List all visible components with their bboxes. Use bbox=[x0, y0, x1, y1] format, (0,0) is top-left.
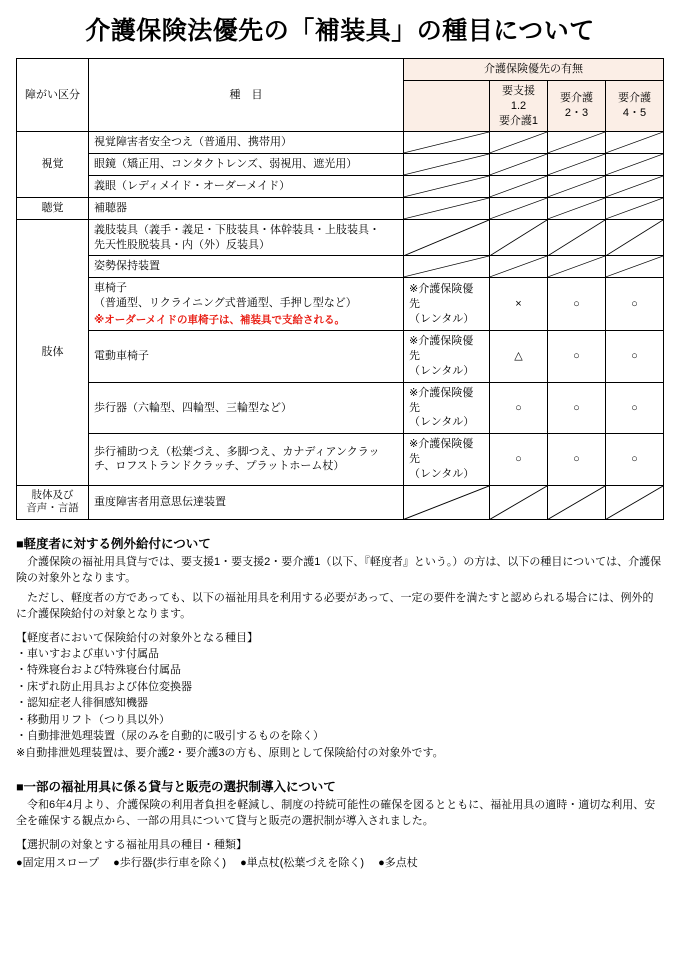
insurance-line1: ※介護保険優先 bbox=[409, 335, 474, 362]
item-name bbox=[89, 434, 404, 486]
level-2-cell: ○ bbox=[548, 331, 606, 383]
level-2-cell: ○ bbox=[548, 278, 606, 331]
header-level-3-line1: 要介護 bbox=[618, 92, 651, 105]
list-item-footnote: ※自動排泄処理装置は、要介護2・要介護3の方も、原則として保険給付の対象外です。 bbox=[16, 746, 444, 759]
table-row bbox=[17, 132, 664, 154]
header-level-2-line2: 2・3 bbox=[564, 107, 589, 120]
category-cell-limbs-voice bbox=[17, 485, 89, 519]
header-level-1-line3: 要介護1 bbox=[498, 114, 539, 127]
item-line2: 先天性股脱装具・内（外）反装具） bbox=[94, 238, 270, 251]
header-insurance: 介護保険優先の有無 bbox=[404, 59, 664, 81]
level-2-cell bbox=[548, 197, 606, 219]
insurance-cell bbox=[404, 197, 490, 219]
category-cell-limbs: 肢体 bbox=[17, 219, 89, 485]
choice-item: ●歩行器(歩行車を除く) bbox=[113, 857, 227, 870]
insurance-cell bbox=[404, 176, 490, 198]
list-item: ・特殊寝台および特殊寝台付属品 bbox=[16, 664, 181, 677]
list-item: ・認知症老人徘徊感知機器 bbox=[16, 697, 148, 710]
level-3-cell: ○ bbox=[606, 331, 664, 383]
table-row bbox=[17, 434, 664, 486]
level-3-cell bbox=[606, 485, 664, 519]
item-name: 姿勢保持装置 bbox=[89, 256, 404, 278]
header-item: 種 目 bbox=[89, 59, 404, 132]
section2-paragraph-1: 令和6年4月より、介護保険の利用者負担を軽減し、制度の持続可能性の確保を図るとともに、福祉用具の適時・適切な利用、安全を確保する観点から、一部の用具について貸与と販売の選択制が導入されました。 bbox=[16, 799, 656, 828]
section1-paragraph-1: 介護保険の福祉用具貸与では、要支援1・要支援2・要介護1（以下、『軽度者』という。）の方は、以下の種目については、介護保険の対象外となります。 bbox=[16, 556, 662, 584]
level-1-cell: △ bbox=[490, 331, 548, 383]
insurance-cell bbox=[404, 154, 490, 176]
level-3-cell bbox=[606, 132, 664, 154]
table-row bbox=[17, 278, 664, 331]
list-item: ・床ずれ防止用具および体位変換器 bbox=[16, 680, 192, 693]
level-2-cell bbox=[548, 132, 606, 154]
page-title: 介護保険法優先の「補装具」の種目について bbox=[85, 17, 595, 45]
header-level-1 bbox=[490, 80, 548, 132]
insurance-line1: ※介護保険優先 bbox=[409, 438, 474, 466]
item-line1: 歩行補助つえ（松葉づえ、多脚つえ、カナディアンクラッ bbox=[94, 445, 380, 458]
table-row bbox=[17, 382, 664, 434]
item-name: 歩行器（六輪型、四輪型、三輪型など） bbox=[89, 382, 404, 434]
table-row bbox=[17, 154, 664, 176]
item-name bbox=[89, 278, 404, 331]
level-3-cell bbox=[606, 197, 664, 219]
insurance-cell bbox=[404, 278, 490, 331]
header-level-2-line1: 要介護 bbox=[560, 92, 593, 105]
level-1-cell bbox=[490, 197, 548, 219]
level-3-cell bbox=[606, 176, 664, 198]
header-level-1-line2: 1.2 bbox=[510, 99, 527, 112]
section1-subheading: 【軽度者において保険給付の対象外となる種目】 bbox=[16, 631, 258, 644]
level-2-cell: ○ bbox=[548, 382, 606, 434]
list-item: ・車いすおよび車いす付属品 bbox=[16, 647, 159, 660]
section2-choice-list bbox=[16, 854, 664, 870]
insurance-cell bbox=[404, 485, 490, 519]
header-level-1-line1: 要支援 bbox=[502, 84, 535, 97]
item-line1: 車椅子 bbox=[94, 282, 127, 295]
level-3-cell bbox=[606, 256, 664, 278]
choice-item: ●多点杖 bbox=[378, 857, 418, 870]
level-3-cell bbox=[606, 154, 664, 176]
insurance-cell bbox=[404, 132, 490, 154]
level-1-cell: × bbox=[490, 278, 548, 331]
insurance-line1: ※介護保険優先 bbox=[409, 386, 474, 414]
level-2-cell bbox=[548, 256, 606, 278]
level-3-cell: ○ bbox=[606, 434, 664, 486]
assistive-devices-table bbox=[16, 58, 664, 520]
header-category: 障がい区分 bbox=[17, 59, 89, 132]
insurance-line2: （レンタル） bbox=[409, 312, 475, 325]
insurance-line2: （レンタル） bbox=[409, 416, 475, 429]
item-name: 電動車椅子 bbox=[89, 331, 404, 383]
category-cell-hearing: 聴覚 bbox=[17, 197, 89, 219]
section-rental-sale-choice bbox=[16, 777, 664, 870]
category-line1: 肢体及び bbox=[31, 488, 74, 501]
level-1-cell bbox=[490, 154, 548, 176]
level-2-cell bbox=[548, 219, 606, 256]
item-name: 視覚障害者安全つえ（普通用、携帯用） bbox=[89, 132, 404, 154]
level-2-cell bbox=[548, 485, 606, 519]
section1-paragraph-2: ただし、軽度者の方であっても、以下の福祉用具を利用する必要があって、一定の要件を満たすと認められる場合には、例外的に介護保険給付の対象となります。 bbox=[16, 591, 654, 620]
insurance-line2: （レンタル） bbox=[409, 364, 475, 377]
level-1-cell bbox=[490, 176, 548, 198]
table-row bbox=[17, 176, 664, 198]
level-3-cell bbox=[606, 219, 664, 256]
category-cell-vision: 視覚 bbox=[17, 132, 89, 198]
item-name: 補聴器 bbox=[89, 197, 404, 219]
item-name: 重度障害者用意思伝達装置 bbox=[89, 485, 404, 519]
level-1-cell bbox=[490, 485, 548, 519]
level-2-cell: ○ bbox=[548, 434, 606, 486]
table-row bbox=[17, 256, 664, 278]
item-name: 義眼（レディメイド・オーダーメイド） bbox=[89, 176, 404, 198]
table-row bbox=[17, 197, 664, 219]
level-1-cell bbox=[490, 219, 548, 256]
header-level-3-line2: 4・5 bbox=[622, 107, 647, 120]
item-line2: チ、ロフストランドクラッチ、プラットホーム杖） bbox=[94, 460, 345, 473]
level-3-cell: ○ bbox=[606, 278, 664, 331]
section2-heading: ■一部の福祉用具に係る貸与と販売の選択制導入について bbox=[16, 780, 336, 795]
level-1-cell bbox=[490, 132, 548, 154]
section1-item-list bbox=[16, 646, 664, 762]
item-name: 眼鏡（矯正用、コンタクトレンズ、弱視用、遮光用） bbox=[89, 154, 404, 176]
item-line1: 義肢装具（義手・義足・下肢装具・体幹装具・上肢装具・ bbox=[94, 223, 380, 236]
table-row bbox=[17, 219, 664, 256]
level-2-cell bbox=[548, 154, 606, 176]
section2-subheading: 【選択制の対象とする福祉用具の種目・種類】 bbox=[16, 839, 247, 852]
table-row bbox=[17, 331, 664, 383]
section1-heading: ■軽度者に対する例外給付について bbox=[16, 537, 211, 552]
insurance-cell bbox=[404, 434, 490, 486]
header-level-2 bbox=[548, 80, 606, 132]
item-line2: （普通型、リクライニング式普通型、手押し型など） bbox=[94, 297, 357, 310]
level-3-cell: ○ bbox=[606, 382, 664, 434]
insurance-cell bbox=[404, 382, 490, 434]
list-item: ・移動用リフト（つり具以外） bbox=[16, 713, 170, 726]
level-1-cell: ○ bbox=[490, 434, 548, 486]
level-2-cell bbox=[548, 176, 606, 198]
insurance-line2: （レンタル） bbox=[409, 467, 475, 480]
table-row bbox=[17, 485, 664, 519]
insurance-line1: ※介護保険優先 bbox=[409, 282, 474, 310]
level-1-cell bbox=[490, 256, 548, 278]
list-item: ・自動排泄処理装置（尿のみを自動的に吸引するものを除く） bbox=[16, 730, 324, 743]
choice-item: ●固定用スロープ bbox=[16, 857, 100, 870]
choice-item: ●単点杖(松葉づえを除く) bbox=[240, 857, 365, 870]
level-1-cell: ○ bbox=[490, 382, 548, 434]
insurance-cell bbox=[404, 256, 490, 278]
item-note-red: ※オーダーメイドの車椅子は、補装具で支給される。 bbox=[94, 313, 345, 326]
category-line2: 音声・言語 bbox=[26, 502, 79, 515]
item-name bbox=[89, 219, 404, 256]
header-level-3 bbox=[606, 80, 664, 132]
insurance-cell bbox=[404, 219, 490, 256]
section-exception-benefits bbox=[16, 534, 664, 761]
table-header bbox=[17, 59, 664, 132]
insurance-cell bbox=[404, 331, 490, 383]
header-insurance-blank bbox=[404, 80, 490, 132]
